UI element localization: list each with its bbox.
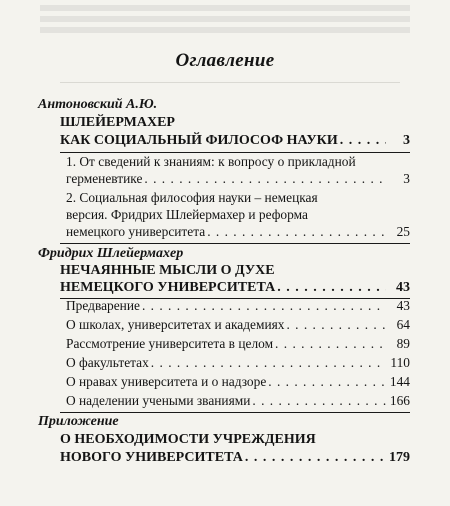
- toc-entry-2-6[interactable]: [66, 393, 410, 409]
- leader-dots: [207, 224, 386, 240]
- divider: [60, 152, 410, 153]
- toc-entry-1-2-line1: 2. Социальная философия науки – немецкая: [66, 190, 318, 205]
- leader-dots: [144, 171, 386, 187]
- section-author-1: Антоновский А.Ю.: [38, 97, 158, 112]
- heading-text: КАК СОЦИАЛЬНЫЙ ФИЛОСОФ НАУКИ: [60, 133, 338, 148]
- page-number: 25: [396, 224, 410, 239]
- entry-text: О школах, университетах и академиях: [66, 317, 285, 332]
- leader-dots: [275, 336, 386, 352]
- leader-dots: [245, 450, 386, 466]
- page-number: 64: [396, 317, 410, 332]
- bleed-through-text: [0, 0, 450, 40]
- page-title: Оглавление: [175, 50, 275, 71]
- section-author-3: Приложение: [38, 414, 119, 429]
- section-author-2: Фридрих Шлейермахер: [38, 246, 184, 261]
- toc-entry-2-3[interactable]: [66, 336, 410, 352]
- page-number: 110: [390, 355, 410, 370]
- leader-dots: [286, 317, 386, 333]
- section-heading-3[interactable]: [60, 450, 410, 466]
- page-number: 43: [396, 298, 410, 313]
- divider: [60, 243, 410, 244]
- toc-entry-2-2[interactable]: [66, 317, 410, 333]
- toc-entry-2-1[interactable]: [66, 298, 410, 314]
- faint-rule: [60, 82, 400, 83]
- divider: [60, 412, 410, 413]
- entry-text: О наделении учеными званиями: [66, 393, 251, 408]
- page-number: 3: [403, 171, 410, 186]
- toc-entry-1-2[interactable]: [66, 224, 410, 240]
- heading-text: НЕМЕЦКОГО УНИВЕРСИТЕТА: [60, 280, 276, 295]
- leader-dots: [268, 374, 386, 390]
- entry-text: герменевтике: [66, 171, 143, 186]
- section-heading-3-line1: О НЕОБХОДИМОСТИ УЧРЕЖДЕНИЯ: [60, 432, 316, 447]
- toc-entry-2-5[interactable]: [66, 374, 410, 390]
- entry-text: немецкого университета: [66, 224, 206, 239]
- entry-text: О факультетах: [66, 355, 149, 370]
- section-heading-2[interactable]: [60, 280, 410, 296]
- page-number: 3: [403, 133, 410, 148]
- page-number: 179: [389, 450, 410, 465]
- heading-text: НОВОГО УНИВЕРСИТЕТА: [60, 450, 243, 465]
- leader-dots: [252, 393, 386, 409]
- entry-text: О нравах университета и о надзоре: [66, 374, 267, 389]
- page-number: 144: [389, 374, 410, 389]
- section-heading-1[interactable]: [60, 133, 410, 149]
- leader-dots: [151, 355, 386, 371]
- page-number: 89: [396, 336, 410, 351]
- toc-entry-1-1[interactable]: [66, 171, 410, 187]
- leader-dots: [277, 280, 386, 296]
- entry-text: Предварение: [66, 298, 140, 313]
- toc-entry-1-1-line1: 1. От сведений к знаниям: к вопросу о прикладной: [66, 154, 356, 169]
- page-number: 43: [396, 280, 410, 295]
- leader-dots: [142, 298, 386, 314]
- page-number: 166: [389, 393, 410, 408]
- entry-text: Рассмотрение университета в целом: [66, 336, 274, 351]
- toc-entry-2-4[interactable]: [66, 355, 410, 371]
- section-heading-1-line1: ШЛЕЙЕРМАХЕР: [60, 115, 175, 130]
- section-heading-2-line1: НЕЧАЯННЫЕ МЫСЛИ О ДУХЕ: [60, 263, 275, 278]
- toc-entry-1-2-line2: версия. Фридрих Шлейермахер и реформа: [66, 207, 308, 222]
- leader-dots: [340, 133, 386, 149]
